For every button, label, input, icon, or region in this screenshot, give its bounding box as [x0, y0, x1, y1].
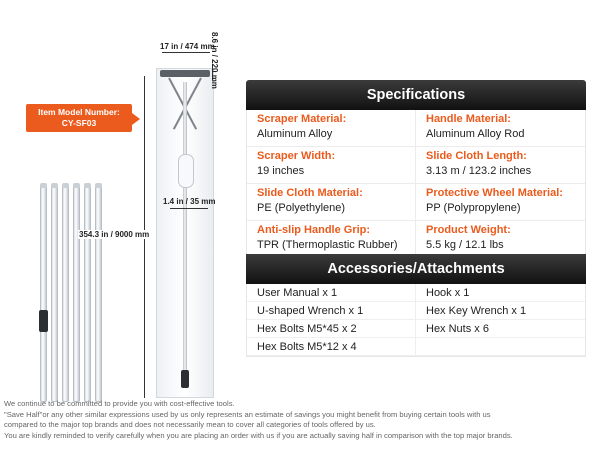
protective-wheel	[178, 154, 194, 188]
handle-diameter-line	[170, 208, 208, 209]
spec-item	[416, 221, 585, 258]
spec-value: PP (Polypropylene)	[426, 202, 521, 214]
accessory-item: Hex Bolts M5*45 x 2	[247, 320, 416, 338]
handle-grip	[181, 370, 189, 388]
extension-rod	[95, 186, 102, 402]
extension-rod	[84, 186, 91, 402]
spec-value: Aluminum Alloy	[257, 128, 333, 140]
accessory-item: User Manual x 1	[247, 284, 416, 302]
accessories-table	[246, 254, 586, 357]
rod-grip	[39, 310, 48, 332]
spec-item	[416, 110, 585, 147]
spec-value: PE (Polyethylene)	[257, 202, 346, 214]
disclaimer-line: compared to the major top brands and does not necessarily mean to cover all categories of tools offered by us.	[4, 420, 376, 429]
width-dimension-line	[162, 52, 210, 53]
disclaimer	[4, 399, 598, 441]
spec-label: Scraper Material:	[257, 113, 347, 125]
spec-label: Protective Wheel Material:	[426, 187, 563, 199]
spec-item	[247, 147, 416, 184]
spec-item	[416, 184, 585, 221]
spec-item	[247, 110, 416, 147]
spec-item	[247, 221, 416, 258]
spec-label: Anti-slip Handle Grip:	[257, 224, 371, 236]
spec-value: 3.13 m / 123.2 inches	[426, 165, 532, 177]
accessory-item-empty	[416, 338, 585, 356]
handle-diameter-label: 1.4 in / 35 mm	[163, 197, 216, 206]
total-length-label: 354.3 in / 9000 mm	[79, 230, 150, 239]
spec-value: 5.5 kg / 12.1 lbs	[426, 239, 504, 251]
disclaimer-line: "Save Half"or any other similar expressions used by us only represents an estimate of savings you might benefit from buying certain tools with us	[4, 409, 491, 419]
width-dimension-label: 17 in / 474 mm	[160, 42, 215, 51]
cloth-height-label: 8.6 in / 220 mm	[210, 32, 219, 89]
model-number-badge	[26, 104, 132, 132]
extension-rod	[62, 186, 69, 402]
spec-value: 19 inches	[257, 165, 305, 177]
accessory-item: Hex Nuts x 6	[416, 320, 585, 338]
model-number-label: Item Model Number:	[38, 107, 120, 117]
spec-item	[247, 184, 416, 221]
accessory-item: Hex Bolts M5*12 x 4	[247, 338, 416, 356]
spec-label: Slide Cloth Material:	[257, 187, 363, 199]
spec-label: Handle Material:	[426, 113, 511, 125]
spec-label: Slide Cloth Length:	[426, 150, 527, 162]
spec-value: TPR (Thermoplastic Rubber)	[257, 239, 398, 251]
accessories-title: Accessories/Attachments	[246, 254, 586, 284]
disclaimer-line: You are kindly reminded to verify carefully when you are placing an order with us if you are actually saving half in comparison with the top major brands.	[4, 430, 513, 440]
spec-value: Aluminum Alloy Rod	[426, 128, 525, 140]
extension-rod	[40, 186, 47, 402]
specifications-table	[246, 80, 586, 259]
accessory-item: U-shaped Wrench x 1	[247, 302, 416, 320]
accessory-item: Hook x 1	[416, 284, 585, 302]
spec-label: Product Weight:	[426, 224, 511, 236]
accessory-item: Hex Key Wrench x 1	[416, 302, 585, 320]
scraper-head	[160, 70, 210, 77]
spec-label: Scraper Width:	[257, 150, 336, 162]
model-number-value: CY-SF03	[61, 118, 97, 128]
handle-rod	[183, 82, 187, 384]
disclaimer-line: We continue to be committed to provide you with cost-effective tools.	[4, 399, 235, 408]
spec-item	[416, 147, 585, 184]
extension-rod	[73, 186, 80, 402]
extension-rod	[51, 186, 58, 402]
specifications-title: Specifications	[246, 80, 586, 110]
